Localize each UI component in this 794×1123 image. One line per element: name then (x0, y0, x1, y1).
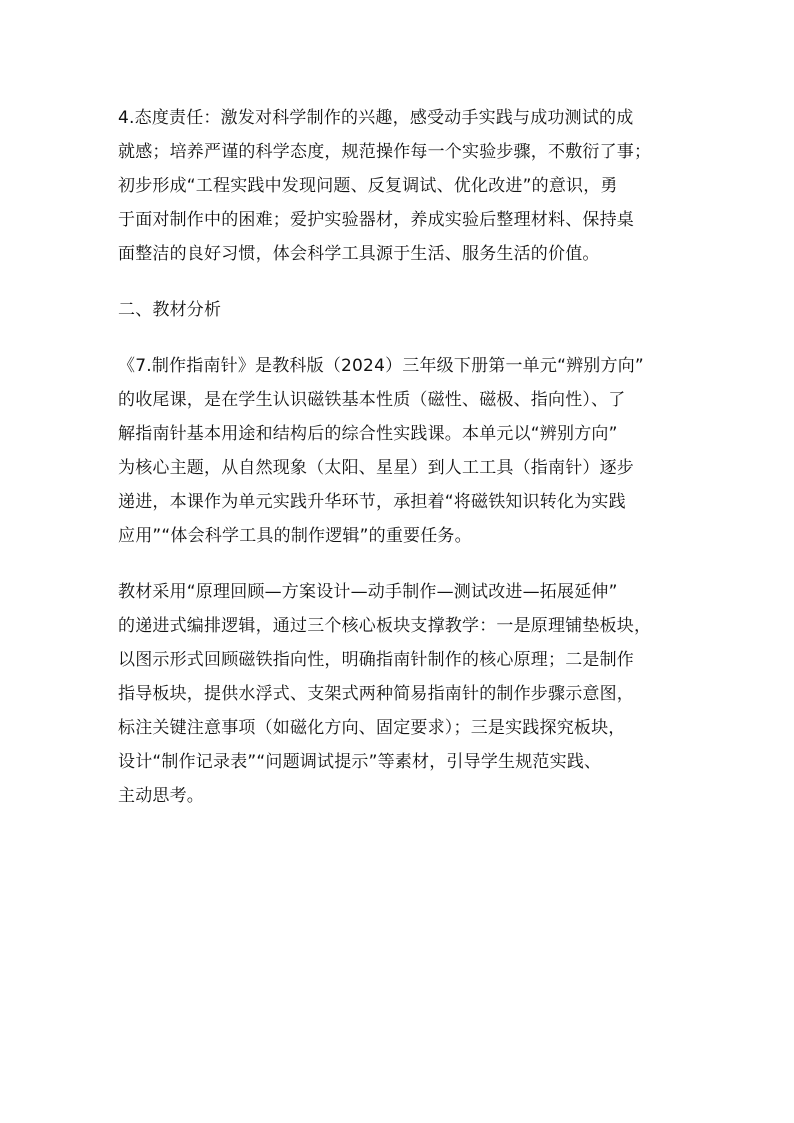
text-line: 以图示形式回顾磁铁指向性，明确指南针制作的核心原理；二是制作 (118, 650, 634, 670)
text-line: 面整洁的良好习惯，体会科学工具源于生活、服务生活的价值。 (118, 244, 600, 264)
text-line: 设计“制作记录表”“问题调试提示”等素材，引导学生规范实践、 (118, 752, 602, 772)
text-line: 《7.制作指南针》是教科版（2024）三年级下册第一单元“辨别方向” (118, 356, 644, 376)
textbook-analysis-paragraph-1 (118, 349, 678, 553)
text-line: 指导板块，提供水浮式、支架式两种简易指南针的制作步骤示意图， (118, 684, 634, 704)
text-line: 初步形成“工程实践中发现问题、反复调试、优化改进”的意识，勇 (118, 176, 618, 196)
section-heading-textbook-analysis: 二、教材分析 (118, 300, 222, 320)
text-line: 4.态度责任：激发对科学制作的兴趣，感受动手实践与成功测试的成 (118, 108, 634, 128)
textbook-analysis-paragraph-2 (118, 575, 678, 813)
text-line: 教材采用“原理回顾—方案设计—动手制作—测试改进—拓展延伸” (118, 582, 618, 602)
text-line: 的递进式编排逻辑，通过三个核心板块支撑教学：一是原理铺垫板块， (118, 616, 652, 636)
text-line: 标注关键注意事项（如磁化方向、固定要求）；三是实践探究板块， (118, 718, 626, 738)
text-line: 为核心主题，从自然现象（太阳、星星）到人工工具（指南针）逐步 (118, 458, 634, 478)
text-line: 主动思考。 (118, 786, 204, 806)
text-line: 递进，本课作为单元实践升华环节，承担着“将磁铁知识转化为实践 (118, 492, 626, 512)
attitude-responsibility-paragraph (118, 101, 678, 271)
document-body (118, 101, 678, 813)
text-line: 解指南针基本用途和结构后的综合性实践课。本单元以“辨别方向” (118, 424, 618, 444)
text-line: 应用”“体会科学工具的制作逻辑”的重要任务。 (118, 526, 472, 546)
text-line: 就感；培养严谨的科学态度，规范操作每一个实验步骤，不敷衍了事； (118, 142, 652, 162)
text-line: 的收尾课，是在学生认识磁铁基本性质（磁性、磁极、指向性）、了 (118, 390, 626, 410)
text-line: 于面对制作中的困难；爱护实验器材，养成实验后整理材料、保持桌 (118, 210, 634, 230)
